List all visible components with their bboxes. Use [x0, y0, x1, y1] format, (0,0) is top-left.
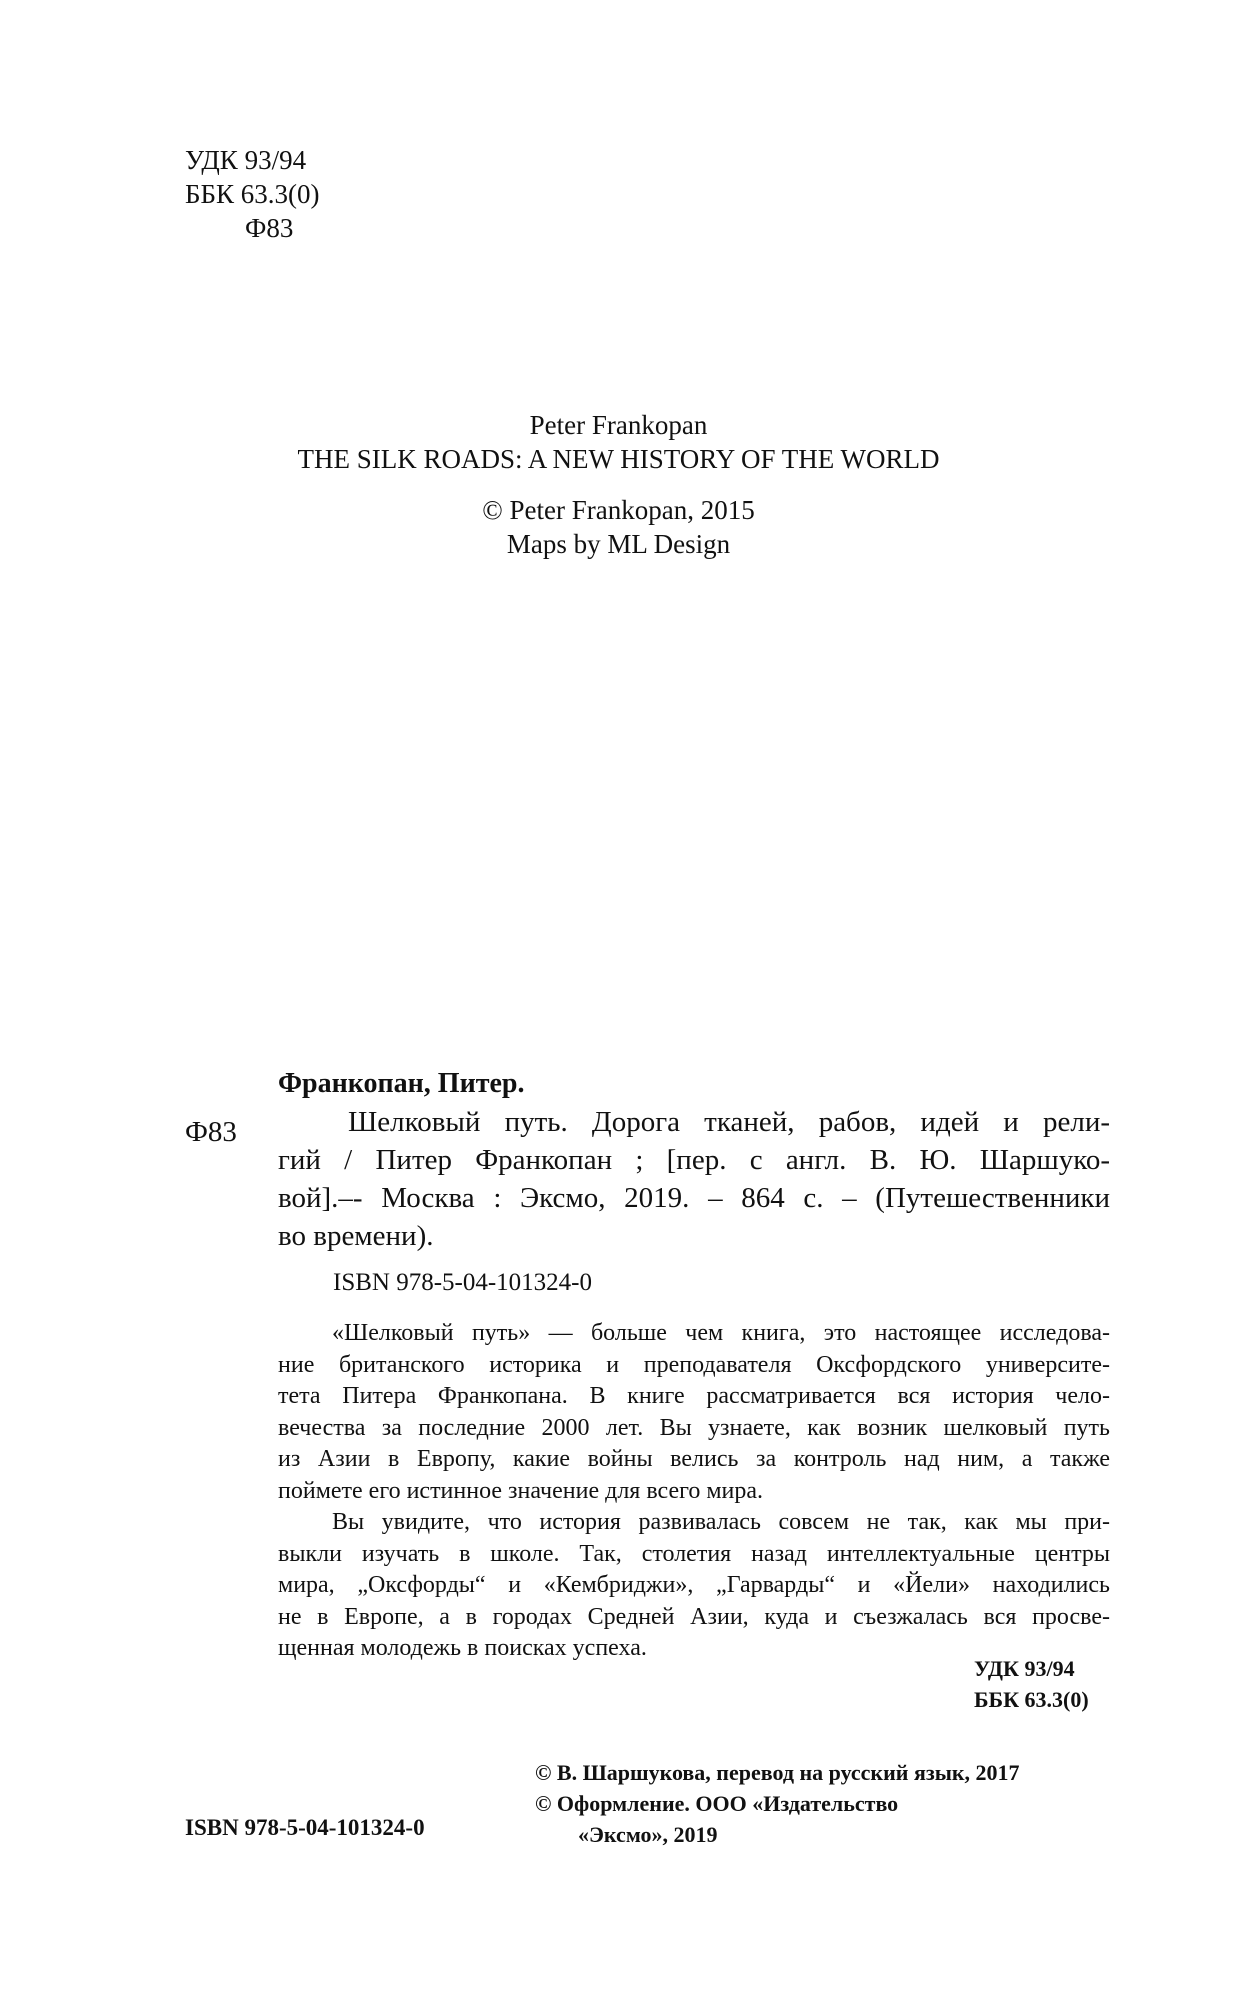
original-copyright: © Peter Frankopan, 2015: [482, 495, 755, 525]
translation-copyright: © В. Шаршукова, перевод на русский язык, 2017: [535, 1760, 1020, 1785]
maps-credit: Maps by ML Design: [506, 529, 731, 559]
catalog-author-heading: Франкопан, Питер.: [278, 1068, 525, 1099]
abstract-line: не в Европе, а в городах Средней Азии, куда и съезжалась вся просве-: [278, 1603, 1110, 1630]
original-title: THE SILK ROADS: A NEW HISTORY OF THE WORLD: [297, 444, 940, 474]
library-codes: [185, 143, 320, 245]
bbk-code: ББК 63.3(0): [185, 179, 320, 209]
abstract: [278, 1318, 1110, 1665]
abstract-line: мира, „Оксфорды“ и «Кембриджи», „Гарварды“ и «Йели» находились: [278, 1572, 1110, 1598]
design-copyright-line2: «Эксмо», 2019: [578, 1822, 718, 1847]
copyrights: [535, 1757, 1020, 1850]
catalog-entry-line: вой].–- Москва : Эксмо, 2019. – 864 с. – (Путешественники: [278, 1182, 1110, 1214]
catalog-entry-line: гий / Питер Франкопан ; [пер. с англ. В. Ю. Шаршуко-: [278, 1144, 1110, 1176]
catalog-entry-line: во времени).: [278, 1220, 434, 1252]
abstract-line: тета Питера Франкопана. В книге рассматривается вся история чело-: [278, 1383, 1110, 1409]
udk-code-right: УДК 93/94: [974, 1656, 1075, 1681]
isbn-bottom: ISBN 978-5-04-101324-0: [185, 1815, 425, 1840]
bbk-code-right: ББК 63.3(0): [974, 1687, 1089, 1712]
udk-code: УДК 93/94: [185, 145, 307, 175]
abstract-line: вечества за последние 2000 лет. Вы узнаете, как возник шелковый путь: [278, 1414, 1110, 1441]
abstract-line: из Азии в Европу, какие войны велись за контроль над ним, а также: [278, 1446, 1110, 1472]
original-author: Peter Frankopan: [529, 410, 708, 440]
abstract-line: выкли изучать в школе. Так, столетия назад интеллектуальные центры: [278, 1540, 1110, 1567]
classification-right: [974, 1653, 1089, 1715]
abstract-line: щенная молодежь в поисках успеха.: [278, 1635, 647, 1661]
abstract-line: «Шелковый путь» — больше чем книга, это настоящее исследова-: [332, 1320, 1110, 1346]
catalog-isbn: ISBN 978-5-04-101324-0: [333, 1269, 593, 1296]
abstract-line: поймете его истинное значение для всего мира.: [278, 1477, 764, 1504]
abstract-line: Вы увидите, что история развивалась совсем не так, как мы при-: [332, 1509, 1110, 1535]
author-mark: Ф83: [245, 213, 294, 243]
catalog-author-mark: Ф83: [185, 1116, 237, 1148]
design-copyright-line1: © Оформление. ООО «Издательство: [535, 1791, 899, 1816]
abstract-line: ние британского историка и преподавателя Оксфордского университе-: [278, 1351, 1110, 1378]
catalog-entry: [278, 1103, 1110, 1255]
catalog-entry-line: Шелковый путь. Дорога тканей, рабов, идей и рели-: [348, 1106, 1110, 1138]
